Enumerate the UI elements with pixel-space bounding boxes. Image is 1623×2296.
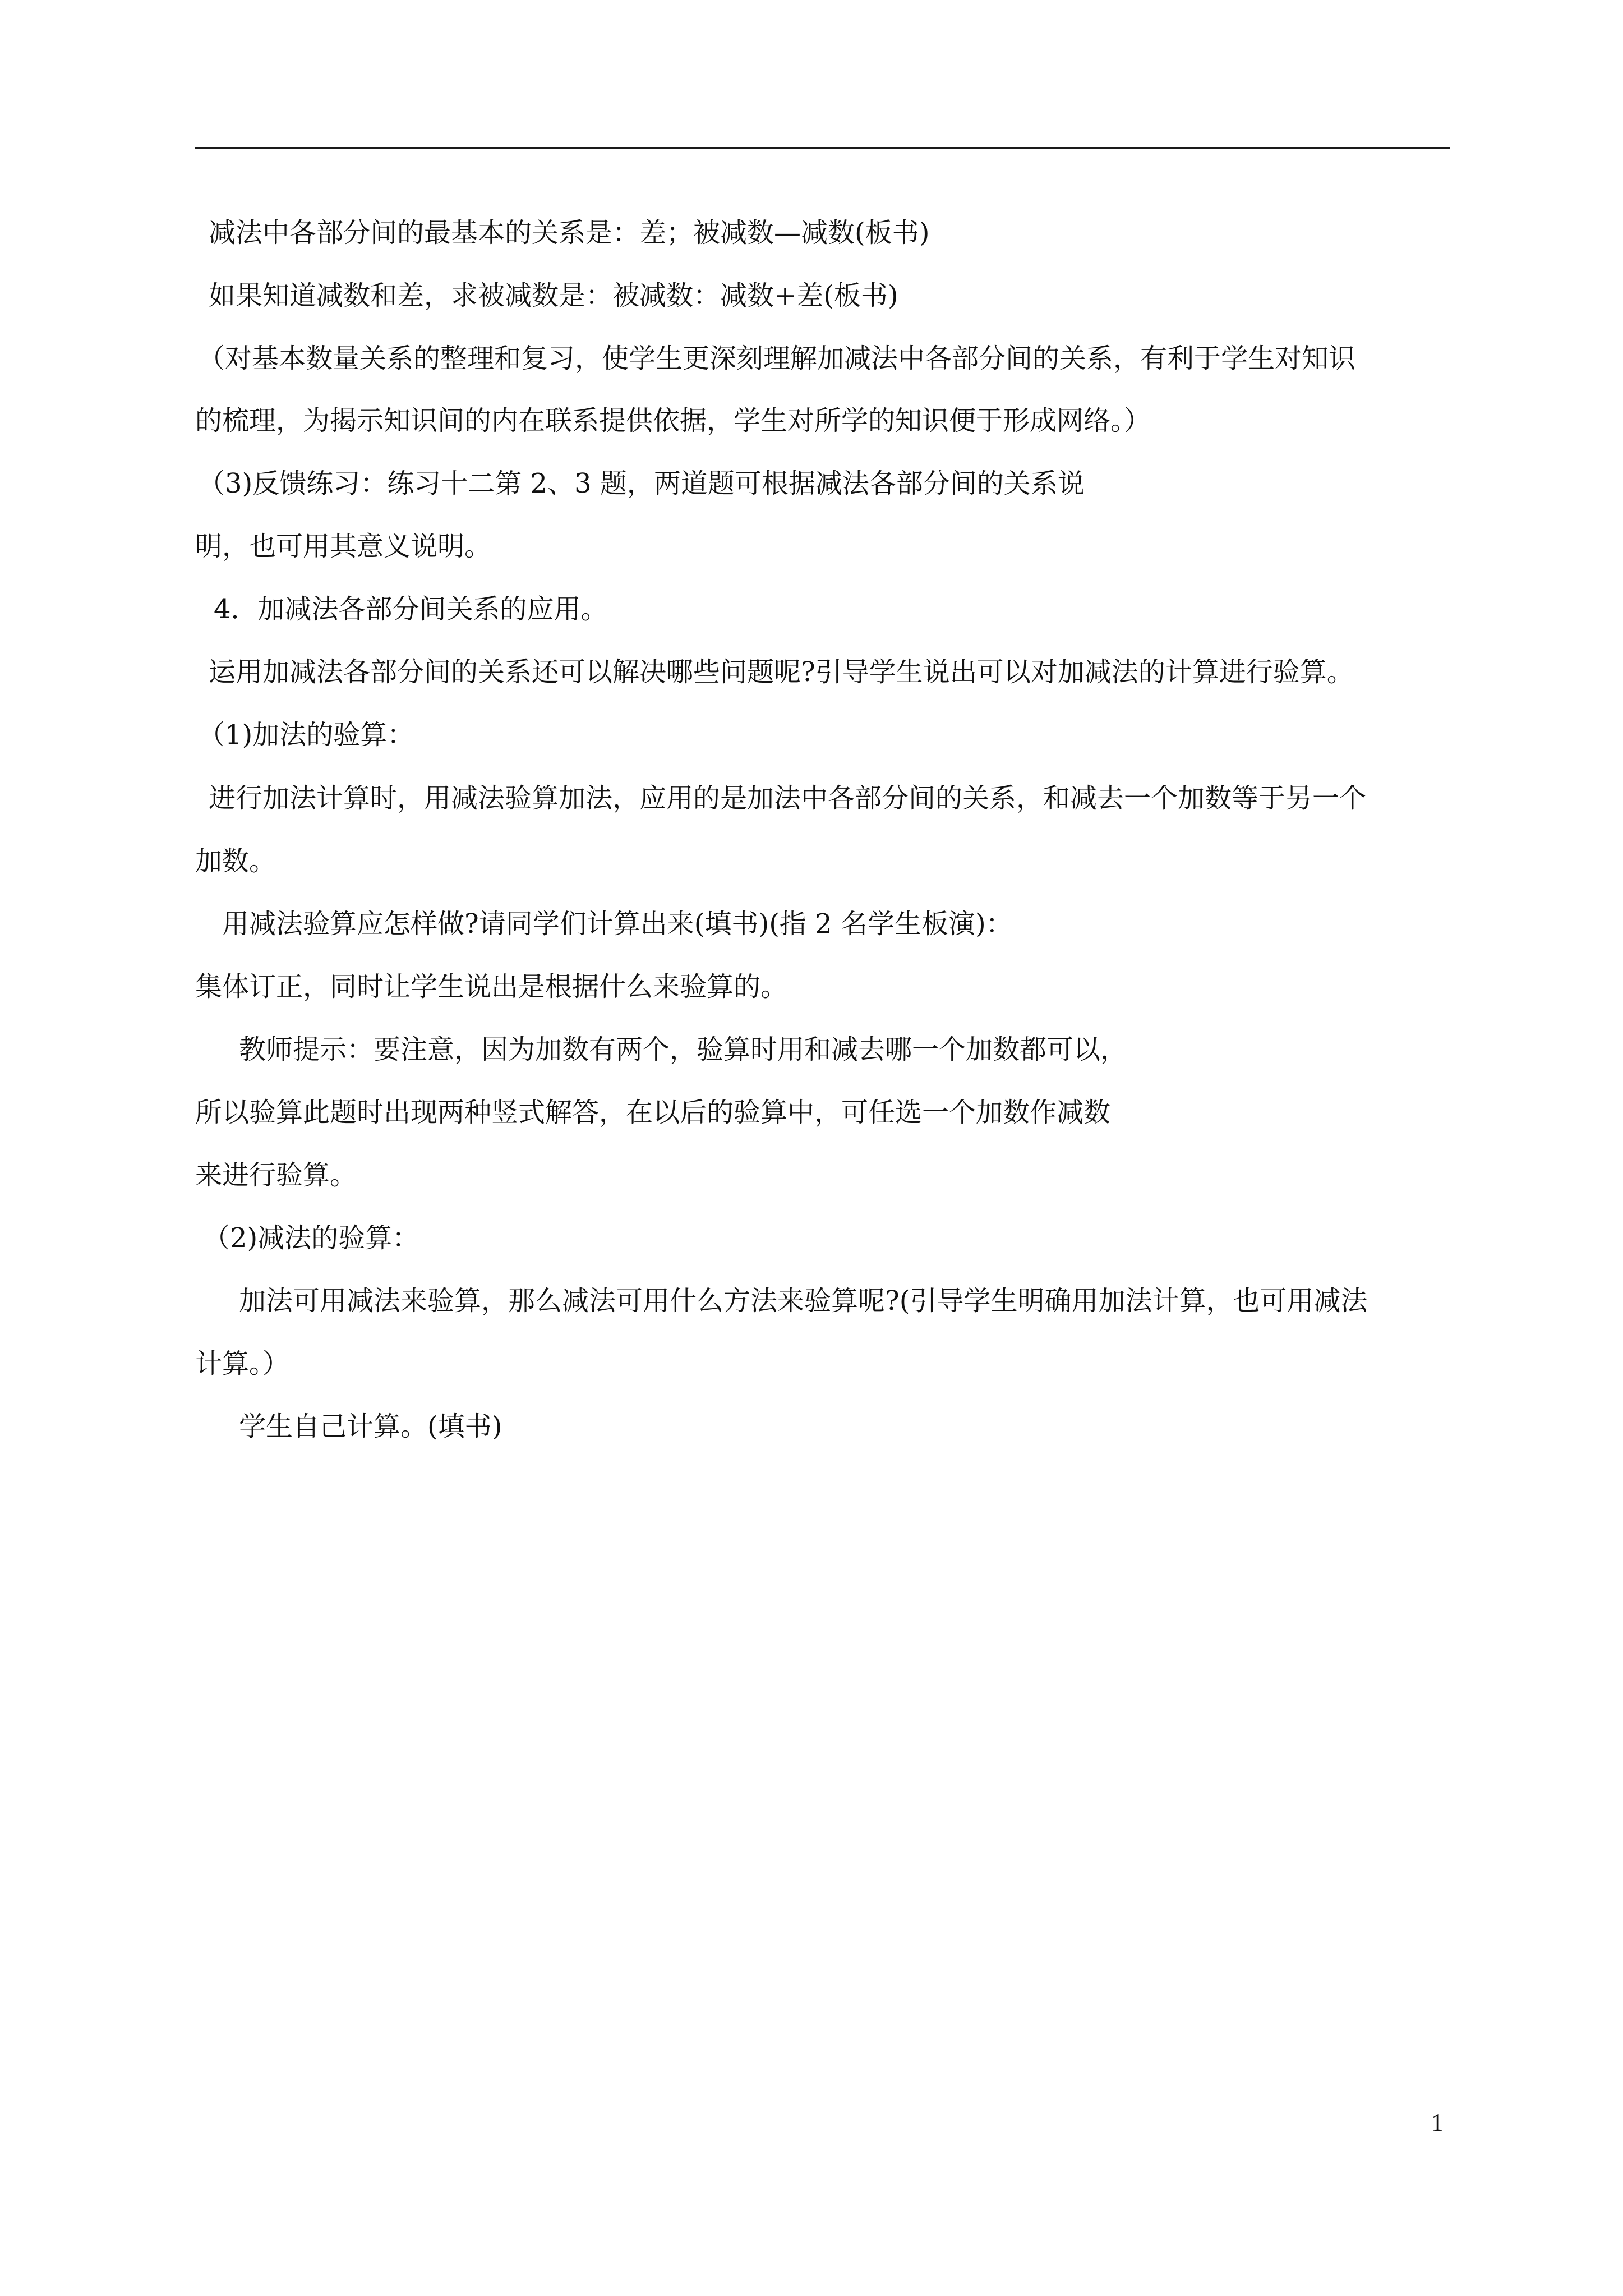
page-number: 1 bbox=[1431, 2109, 1444, 2136]
body-line-20: 学生自己计算。(填书) bbox=[239, 1411, 502, 1442]
body-line-3: （对基本数量关系的整理和复习，使学生更深刻理解加减法中各部分间的关系，有利于学生对知识 bbox=[198, 343, 1356, 374]
body-line-10: 进行加法计算时，用减法验算加法，应用的是加法中各部分间的关系，和减去一个加数等于另一个 bbox=[209, 783, 1367, 814]
body-line-7: 4．加减法各部分间关系的应用。 bbox=[214, 593, 608, 625]
body-line-14: 教师提示：要注意，因为加数有两个，验算时用和减去哪一个加数都可以， bbox=[239, 1034, 1128, 1065]
body-line-13: 集体订正，同时让学生说出是根据什么来验算的。 bbox=[195, 971, 788, 1002]
body-line-19: 计算。） bbox=[195, 1348, 290, 1379]
body-line-8: 运用加减法各部分间的关系还可以解决哪些问题呢?引导学生说出可以对加减法的计算进行验算。 bbox=[209, 656, 1354, 688]
body-line-4: 的梳理，为揭示知识间的内在联系提供依据，学生对所学的知识便于形成网络。） bbox=[195, 405, 1151, 436]
body-line-2: 如果知道减数和差，求被减数是：被减数：减数+差(板书) bbox=[209, 280, 898, 311]
body-line-15: 所以验算此题时出现两种竖式解答，在以后的验算中，可任选一个加数作减数 bbox=[195, 1097, 1111, 1128]
body-line-9: （1)加法的验算： bbox=[198, 719, 414, 751]
body-line-6: 明，也可用其意义说明。 bbox=[195, 531, 492, 562]
body-line-17: （2)减法的验算： bbox=[203, 1222, 419, 1254]
header-rule bbox=[195, 147, 1450, 149]
body-line-1: 减法中各部分间的最基本的关系是：差；被减数—减数(板书) bbox=[209, 217, 930, 249]
body-line-5: （3)反馈练习：练习十二第 2、3 题，两道题可根据减法各部分间的关系说 bbox=[198, 468, 1085, 499]
body-line-18: 加法可用减法来验算，那么减法可用什么方法来验算呢?(引导学生明确用加法计算，也可用减法 bbox=[239, 1285, 1368, 1317]
body-line-11: 加数。 bbox=[195, 845, 276, 877]
body-line-12: 用减法验算应怎样做?请同学们计算出来(填书)(指 2 名学生板演)： bbox=[222, 908, 1013, 940]
body-line-16: 来进行验算。 bbox=[195, 1159, 357, 1191]
